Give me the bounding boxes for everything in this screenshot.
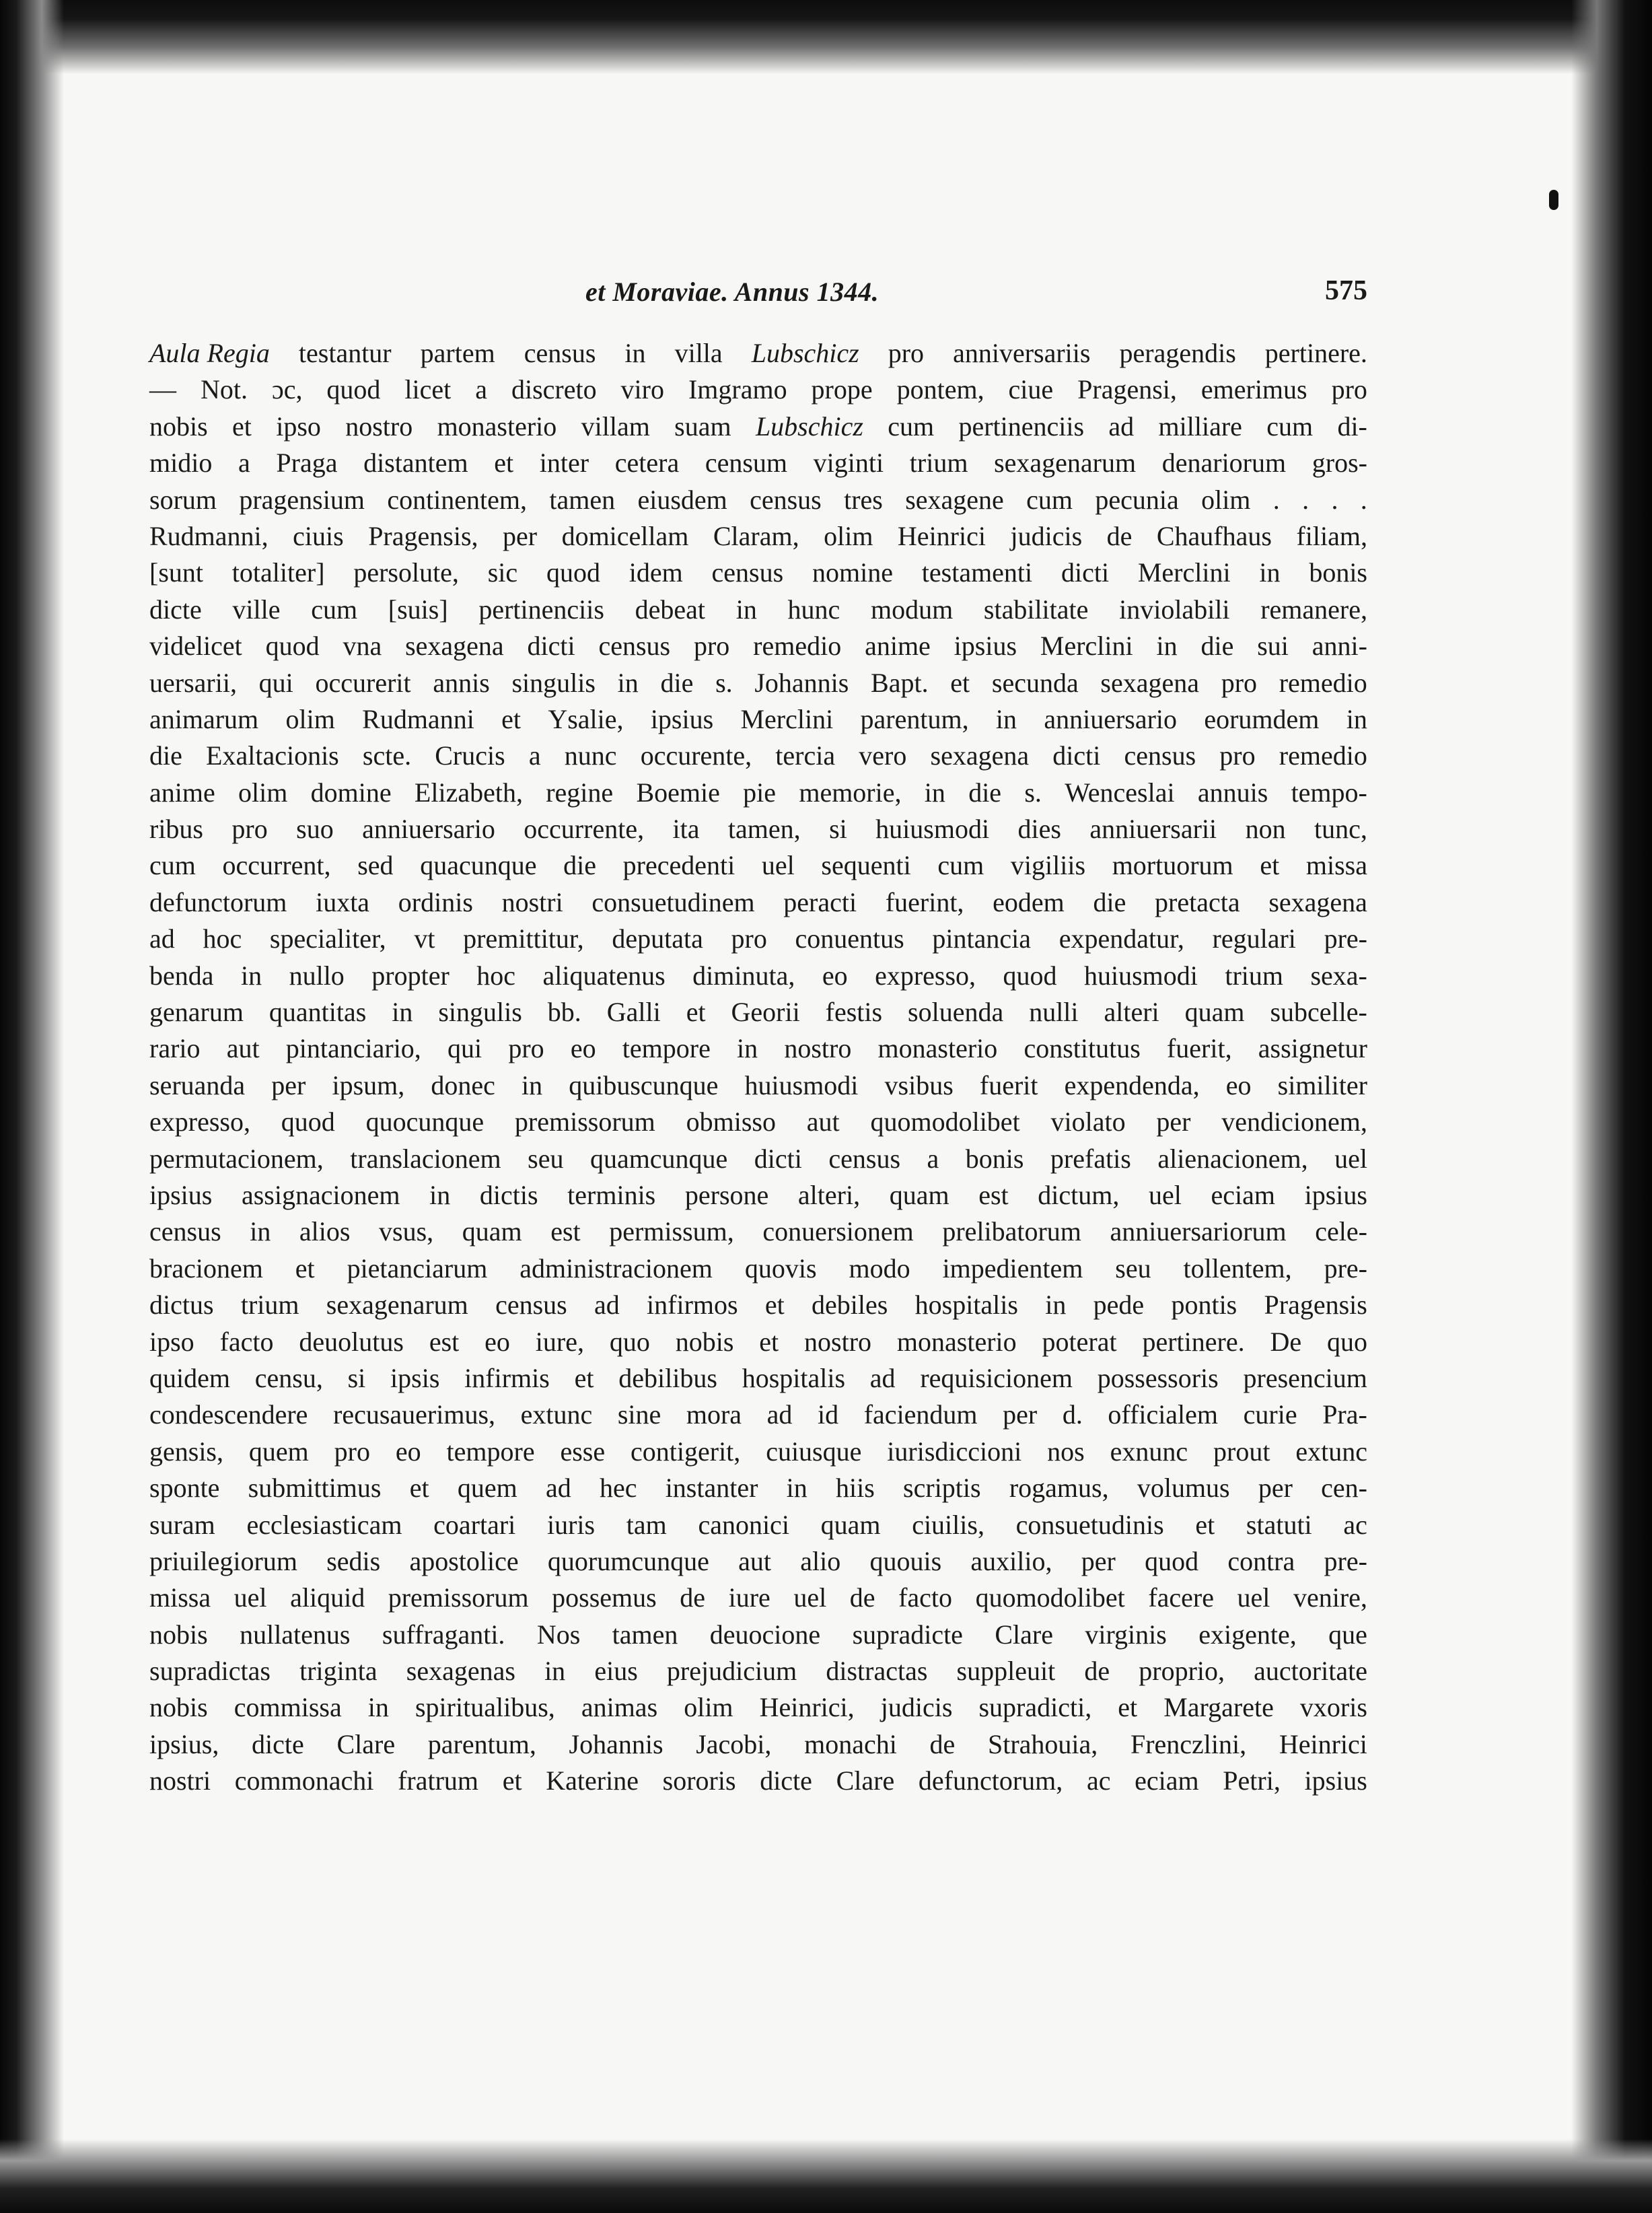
- running-head-title: et Moraviae. Annus 1344.: [585, 277, 879, 307]
- text-line: ipsius, dicte Clare parentum, Johannis Jacobi, monachi de Strahouia, Frenczlini, Heinrici: [149, 1728, 1367, 1759]
- text-line: Rudmanni, ciuis Pragensis, per domicellam Claram, olim Heinrici judicis de Chaufhaus filiam,: [149, 520, 1367, 551]
- text-line: genarum quantitas in singulis bb. Galli et Georii festis soluenda nulli alteri quam subcelle-: [149, 997, 1367, 1028]
- text-line: ribus pro suo anniuersario occurrente, ita tamen, si huiusmodi dies anniuersarii non tunc,: [149, 814, 1367, 845]
- text-line: rario aut pintanciario, qui pro eo tempore in nostro monasterio constitutus fuerit, assignetur: [149, 1033, 1367, 1064]
- text-line: ipso facto deuolutus est eo iure, quo nobis et nostro monasterio poterat pertinere. De quo: [149, 1326, 1367, 1357]
- text-line: anime olim domine Elizabeth, regine Boemie pie memorie, in die s. Wenceslai annuis tempo-: [149, 777, 1367, 808]
- text-line: permutacionem, translacionem seu quamcunque dicti census a bonis prefatis alienacionem, uel: [149, 1143, 1367, 1174]
- text-line: sorum pragensium continentem, tamen eiusdem census tres sexagene cum pecunia olim . . . .: [149, 484, 1367, 515]
- scan-border-bottom: [0, 2139, 1652, 2213]
- text-line: videlicet quod vna sexagena dicti census pro remedio anime ipsius Merclini in die sui anni-: [149, 631, 1367, 662]
- text-line: defunctorum iuxta ordinis nostri consuetudinem peracti fuerint, eodem die pretacta sexagena: [149, 886, 1367, 917]
- scan-border-left: [0, 0, 64, 2213]
- text-line: benda in nullo propter hoc aliquatenus diminuta, eo expresso, quod huiusmodi trium sexa-: [149, 960, 1367, 991]
- text-line: [sunt totaliter] persolute, sic quod idem census nomine testamenti dicti Merclini in bonis: [149, 557, 1367, 588]
- text-line: bracionem et pietanciarum administracionem quovis modo impedientem seu tollentem, pre-: [149, 1253, 1367, 1284]
- text-line: expresso, quod quocunque premissorum obmisso aut quomodolibet violato per vendicionem,: [149, 1106, 1367, 1137]
- scan-border-right: [1571, 0, 1652, 2213]
- text-line: suram ecclesiasticam coartari iuris tam canonici quam ciuilis, consuetudinis et statuti ac: [149, 1509, 1367, 1540]
- text-line: condescendere recusauerimus, extunc sine mora ad id faciendum per d. officialem curie Pra-: [149, 1399, 1367, 1430]
- text-line: Aula Regia testantur partem census in villa Lubschicz pro anniversariis peragendis pertinere.: [149, 338, 1367, 368]
- text-line: midio a Praga distantem et inter cetera censum viginti trium sexagenarum denariorum gros-: [149, 448, 1367, 479]
- text-line: sponte submittimus et quem ad hec instanter in hiis scriptis rogamus, volumus per cen-: [149, 1473, 1367, 1504]
- text-line: nobis et ipso nostro monasterio villam suam Lubschicz cum pertinenciis ad milliare cum di-: [149, 411, 1367, 442]
- text-line: nobis commissa in spiritualibus, animas olim Heinrici, judicis supradicti, et Margarete vxoris: [149, 1692, 1367, 1723]
- text-line: ipsius assignacionem in dictis terminis persone alteri, quam est dictum, uel eciam ipsius: [149, 1179, 1367, 1210]
- text-line: uersarii, qui occurerit annis singulis in die s. Johannis Bapt. et secunda sexagena pro remedio: [149, 667, 1367, 698]
- scan-border-top: [0, 0, 1652, 74]
- scan-speck: [1549, 190, 1558, 210]
- text-line: dicte ville cum [suis] pertinenciis debeat in hunc modum stabilitate inviolabili remanere,: [149, 594, 1367, 625]
- text-line: dictus trium sexagenarum census ad infirmos et debiles hospitalis in pede pontis Pragensis: [149, 1290, 1367, 1321]
- page-number: 575: [1325, 275, 1367, 306]
- text-line: animarum olim Rudmanni et Ysalie, ipsius Merclini parentum, in anniuersario eorumdem in: [149, 703, 1367, 734]
- text-line: quidem censu, si ipsis infirmis et debilibus hospitalis ad requisicionem possessoris presencium: [149, 1362, 1367, 1393]
- page-content: [149, 269, 1367, 1800]
- text-line: nostri commonachi fratrum et Katerine sororis dicte Clare defunctorum, ac eciam Petri, ipsius: [149, 1765, 1367, 1796]
- text-line: missa uel aliquid premissorum possemus de iure uel de facto quomodolibet facere uel venire,: [149, 1582, 1367, 1613]
- text-line: seruanda per ipsum, donec in quibuscunque huiusmodi vsibus fuerit expendenda, eo similiter: [149, 1069, 1367, 1100]
- text-line: priuilegiorum sedis apostolice quorumcunque aut alio quouis auxilio, per quod contra pre-: [149, 1545, 1367, 1576]
- text-line: ad hoc specialiter, vt premittitur, deputata pro conuentus pintancia expendatur, regulari pre-: [149, 923, 1367, 954]
- text-line: supradictas triginta sexagenas in eius prejudicium distractas suppleuit de proprio, auctoritate: [149, 1656, 1367, 1687]
- text-line: nobis nullatenus suffraganti. Nos tamen deuocione supradicte Clare virginis exigente, que: [149, 1619, 1367, 1650]
- text-line: cum occurrent, sed quacunque die precedenti uel sequenti cum vigiliis mortuorum et missa: [149, 850, 1367, 881]
- body-text: [149, 335, 1367, 1800]
- text-line: die Exaltacionis scte. Crucis a nunc occurente, tercia vero sexagena dicti census pro remedio: [149, 740, 1367, 771]
- running-head: [149, 269, 1367, 323]
- text-line: census in alios vsus, quam est permissum, conuersionem prelibatorum anniuersariorum cele-: [149, 1216, 1367, 1247]
- text-line: — Not. ɔc, quod licet a discreto viro Imgramo prope pontem, ciue Pragensi, emerimus pro: [149, 374, 1367, 405]
- text-line: gensis, quem pro eo tempore esse contigerit, cuiusque iurisdiccioni nos exnunc prout extunc: [149, 1436, 1367, 1467]
